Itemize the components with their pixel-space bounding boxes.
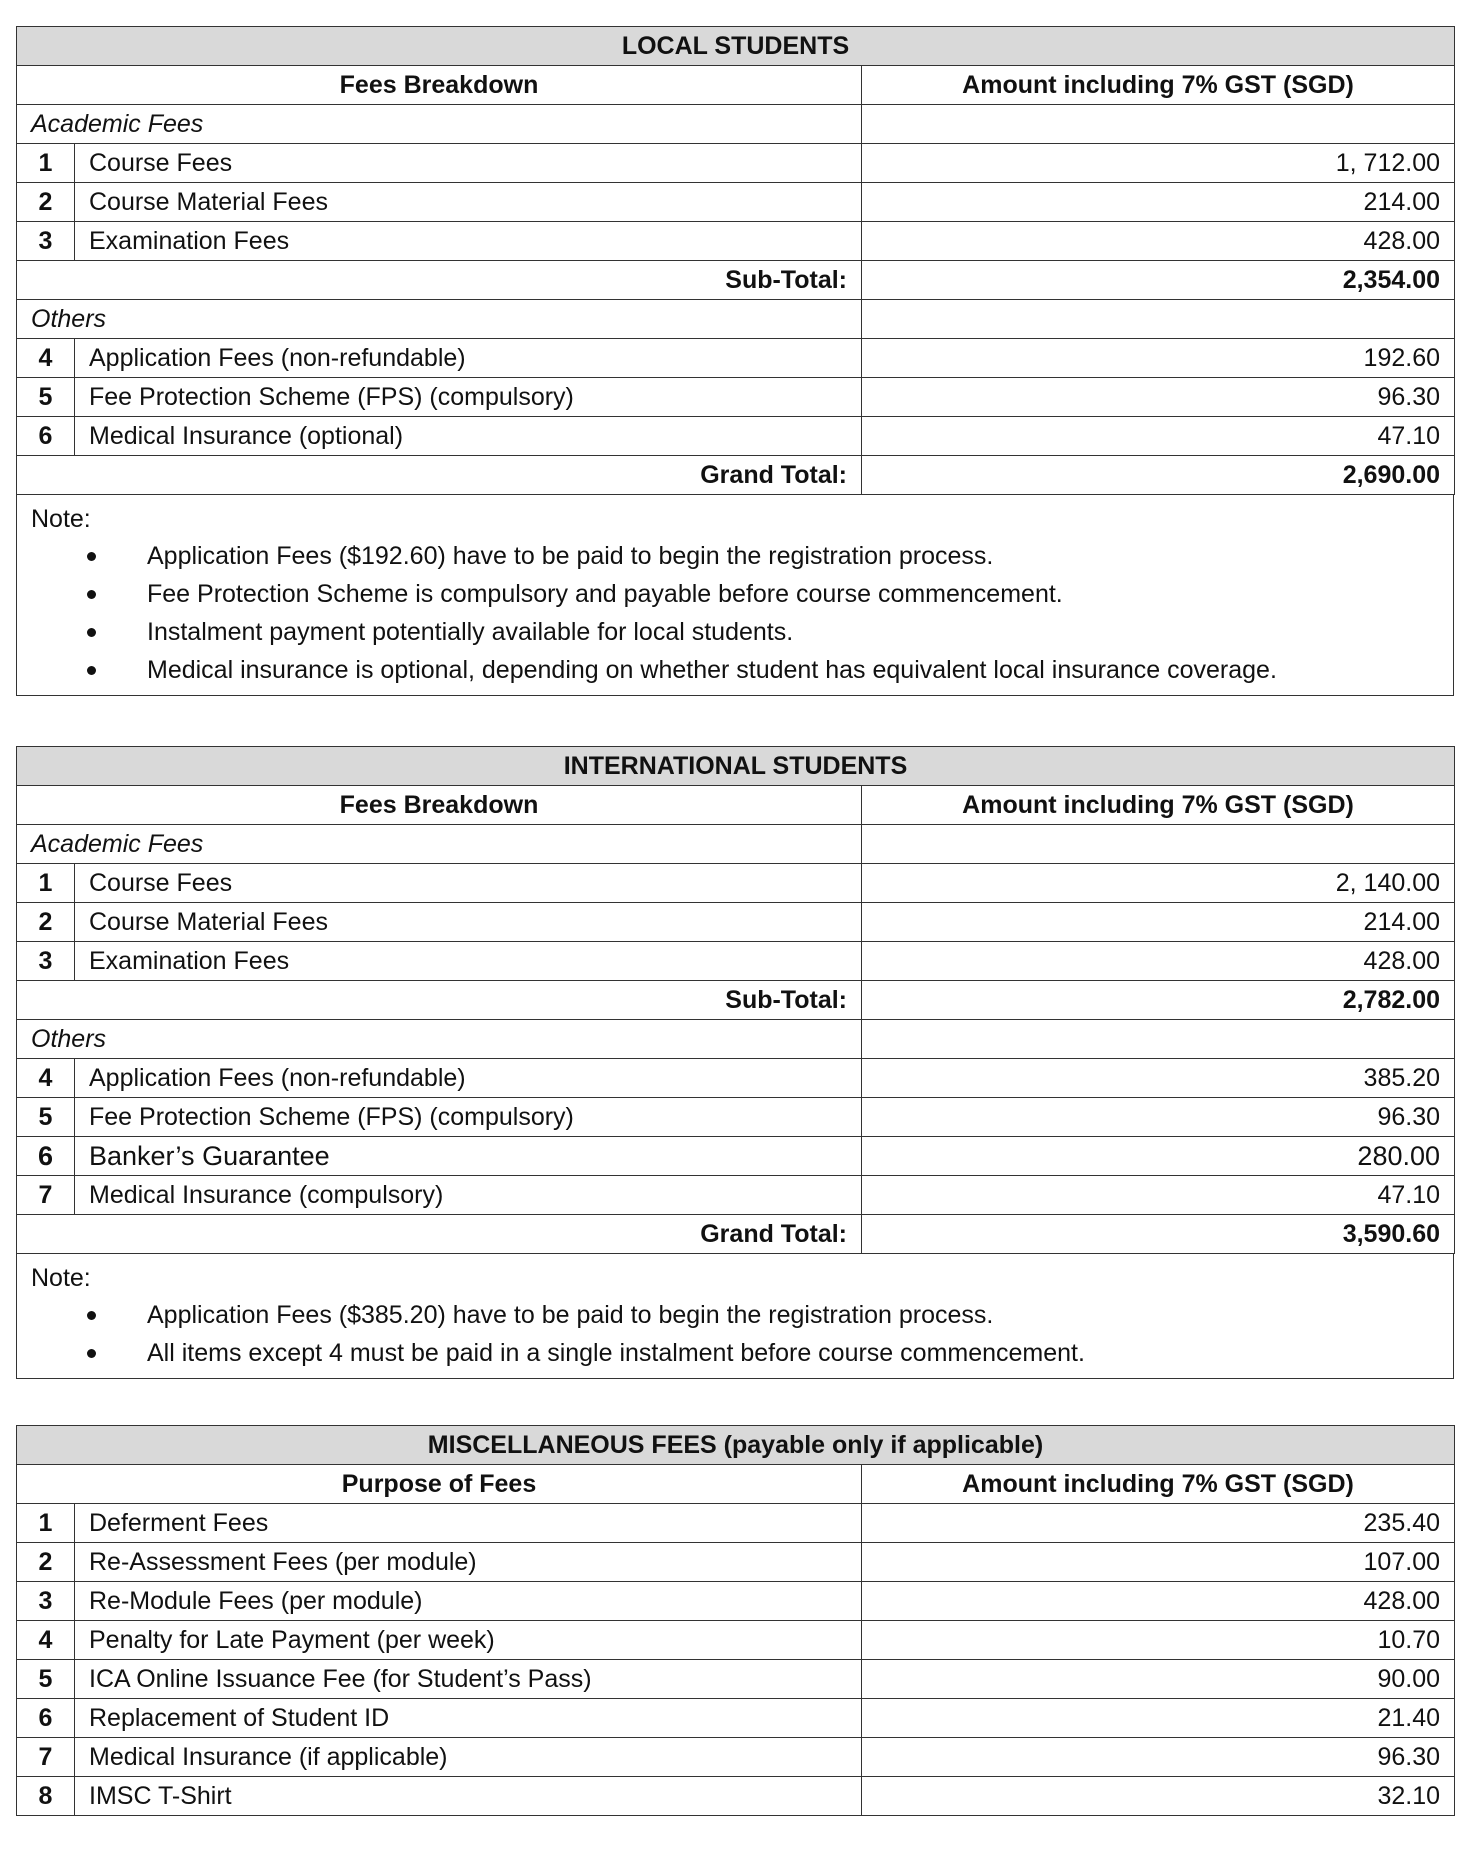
row-number: 8 — [17, 1777, 75, 1816]
international-col-desc-header: Fees Breakdown — [17, 786, 862, 825]
international-subtotal-amount: 2,782.00 — [862, 981, 1455, 1020]
fee-label: Penalty for Late Payment (per week) — [75, 1621, 862, 1660]
empty-cell — [862, 825, 1455, 864]
fee-label: Medical Insurance (if applicable) — [75, 1738, 862, 1777]
row-number: 6 — [17, 417, 75, 456]
row-number: 2 — [17, 183, 75, 222]
row-number: 4 — [17, 339, 75, 378]
local-others-label: Others — [17, 300, 862, 339]
fee-amount: 385.20 — [862, 1059, 1455, 1098]
note-text: Fee Protection Scheme is compulsory and payable before course commencement. — [147, 580, 1063, 608]
international-grand-total-amount: 3,590.60 — [862, 1215, 1455, 1254]
local-grand-total-amount: 2,690.00 — [862, 456, 1455, 495]
table-row — [17, 864, 1455, 903]
bullet-icon — [87, 590, 96, 599]
table-row — [17, 1059, 1455, 1098]
table-row — [17, 1543, 1455, 1582]
fee-amount: 280.00 — [862, 1137, 1455, 1176]
bullet-icon — [87, 628, 96, 637]
fee-amount: 192.60 — [862, 339, 1455, 378]
note-text: Application Fees ($192.60) have to be paid to begin the registration process. — [147, 542, 994, 570]
row-number: 5 — [17, 1098, 75, 1137]
table-row — [17, 942, 1455, 981]
fee-amount: 96.30 — [862, 378, 1455, 417]
table-row — [17, 417, 1455, 456]
row-number: 7 — [17, 1738, 75, 1777]
fee-label: Deferment Fees — [75, 1504, 862, 1543]
table-row — [17, 1098, 1455, 1137]
fee-label: Application Fees (non-refundable) — [75, 1059, 862, 1098]
fee-amount: 428.00 — [862, 222, 1455, 261]
international-students-section — [16, 746, 1454, 1379]
note-label: Note: — [31, 1264, 91, 1292]
row-number: 6 — [17, 1137, 75, 1176]
fee-label: Medical Insurance (compulsory) — [75, 1176, 862, 1215]
international-academic-label: Academic Fees — [17, 825, 862, 864]
local-fees-table — [16, 26, 1455, 495]
local-col-amount-header: Amount including 7% GST (SGD) — [862, 66, 1455, 105]
international-title: INTERNATIONAL STUDENTS — [17, 747, 1455, 786]
note-text: All items except 4 must be paid in a single instalment before course commencement. — [147, 1339, 1085, 1367]
row-number: 4 — [17, 1621, 75, 1660]
fee-amount: 47.10 — [862, 1176, 1455, 1215]
fee-amount: 428.00 — [862, 1582, 1455, 1621]
row-number: 5 — [17, 1660, 75, 1699]
table-row — [17, 1660, 1455, 1699]
table-row — [17, 339, 1455, 378]
table-row — [17, 1582, 1455, 1621]
bullet-icon — [87, 552, 96, 561]
fee-amount: 214.00 — [862, 903, 1455, 942]
note-text: Instalment payment potentially available for local students. — [147, 618, 794, 646]
local-grand-total-label: Grand Total: — [17, 456, 862, 495]
fee-amount: 96.30 — [862, 1738, 1455, 1777]
misc-fees-section — [16, 1425, 1454, 1816]
table-row — [17, 1176, 1455, 1215]
fee-amount: 107.00 — [862, 1543, 1455, 1582]
fee-label: Application Fees (non-refundable) — [75, 339, 862, 378]
fee-amount: 428.00 — [862, 942, 1455, 981]
fee-label: Medical Insurance (optional) — [75, 417, 862, 456]
table-row — [17, 1621, 1455, 1660]
fee-label: IMSC T-Shirt — [75, 1777, 862, 1816]
international-subtotal-label: Sub-Total: — [17, 981, 862, 1020]
empty-cell — [862, 1020, 1455, 1059]
local-subtotal-label: Sub-Total: — [17, 261, 862, 300]
fee-amount: 90.00 — [862, 1660, 1455, 1699]
fee-label: Banker’s Guarantee — [75, 1137, 862, 1176]
row-number: 4 — [17, 1059, 75, 1098]
row-number: 7 — [17, 1176, 75, 1215]
misc-fees-table — [16, 1425, 1455, 1816]
note-item — [31, 575, 1439, 613]
table-row — [17, 1137, 1455, 1176]
local-title: LOCAL STUDENTS — [17, 27, 1455, 66]
fee-label: Course Fees — [75, 864, 862, 903]
international-others-label: Others — [17, 1020, 862, 1059]
fee-label: Examination Fees — [75, 222, 862, 261]
fee-amount: 235.40 — [862, 1504, 1455, 1543]
row-number: 1 — [17, 864, 75, 903]
fee-label: ICA Online Issuance Fee (for Student’s Pass) — [75, 1660, 862, 1699]
fee-amount: 214.00 — [862, 183, 1455, 222]
fee-label: Course Material Fees — [75, 183, 862, 222]
fee-label: Replacement of Student ID — [75, 1699, 862, 1738]
misc-title: MISCELLANEOUS FEES (payable only if applicable) — [17, 1426, 1455, 1465]
row-number: 5 — [17, 378, 75, 417]
bullet-icon — [87, 1349, 96, 1358]
note-item — [31, 537, 1439, 575]
table-row — [17, 1699, 1455, 1738]
row-number: 6 — [17, 1699, 75, 1738]
fee-label: Examination Fees — [75, 942, 862, 981]
table-row — [17, 1504, 1455, 1543]
note-item — [31, 1296, 1439, 1334]
note-item — [31, 1334, 1439, 1372]
table-row — [17, 1738, 1455, 1777]
row-number: 3 — [17, 1582, 75, 1621]
fee-amount: 21.40 — [862, 1699, 1455, 1738]
fee-label: Fee Protection Scheme (FPS) (compulsory) — [75, 378, 862, 417]
fee-label: Course Fees — [75, 144, 862, 183]
misc-col-desc-header: Purpose of Fees — [17, 1465, 862, 1504]
misc-col-amount-header: Amount including 7% GST (SGD) — [862, 1465, 1455, 1504]
table-row — [17, 144, 1455, 183]
fee-amount: 32.10 — [862, 1777, 1455, 1816]
local-col-desc-header: Fees Breakdown — [17, 66, 862, 105]
bullet-icon — [87, 666, 96, 675]
bullet-icon — [87, 1311, 96, 1320]
note-text: Medical insurance is optional, depending on whether student has equivalent local insurance coverage. — [147, 656, 1277, 684]
local-academic-label: Academic Fees — [17, 105, 862, 144]
table-row — [17, 222, 1455, 261]
fee-label: Course Material Fees — [75, 903, 862, 942]
international-fees-table — [16, 746, 1455, 1254]
note-text: Application Fees ($385.20) have to be paid to begin the registration process. — [147, 1301, 994, 1329]
row-number: 3 — [17, 942, 75, 981]
empty-cell — [862, 300, 1455, 339]
note-label: Note: — [31, 505, 91, 533]
local-students-section — [16, 26, 1454, 696]
local-notes — [16, 495, 1454, 696]
table-row — [17, 1777, 1455, 1816]
table-row — [17, 903, 1455, 942]
international-grand-total-label: Grand Total: — [17, 1215, 862, 1254]
fee-amount: 2, 140.00 — [862, 864, 1455, 903]
empty-cell — [862, 105, 1455, 144]
note-item — [31, 613, 1439, 651]
international-notes — [16, 1254, 1454, 1379]
fee-label: Re-Module Fees (per module) — [75, 1582, 862, 1621]
row-number: 2 — [17, 903, 75, 942]
fee-label: Fee Protection Scheme (FPS) (compulsory) — [75, 1098, 862, 1137]
local-subtotal-amount: 2,354.00 — [862, 261, 1455, 300]
fee-amount: 1, 712.00 — [862, 144, 1455, 183]
row-number: 1 — [17, 1504, 75, 1543]
fee-amount: 47.10 — [862, 417, 1455, 456]
fee-amount: 96.30 — [862, 1098, 1455, 1137]
note-item — [31, 651, 1439, 689]
row-number: 2 — [17, 1543, 75, 1582]
table-row — [17, 183, 1455, 222]
fee-amount: 10.70 — [862, 1621, 1455, 1660]
row-number: 1 — [17, 144, 75, 183]
international-col-amount-header: Amount including 7% GST (SGD) — [862, 786, 1455, 825]
table-row — [17, 378, 1455, 417]
row-number: 3 — [17, 222, 75, 261]
fee-label: Re-Assessment Fees (per module) — [75, 1543, 862, 1582]
